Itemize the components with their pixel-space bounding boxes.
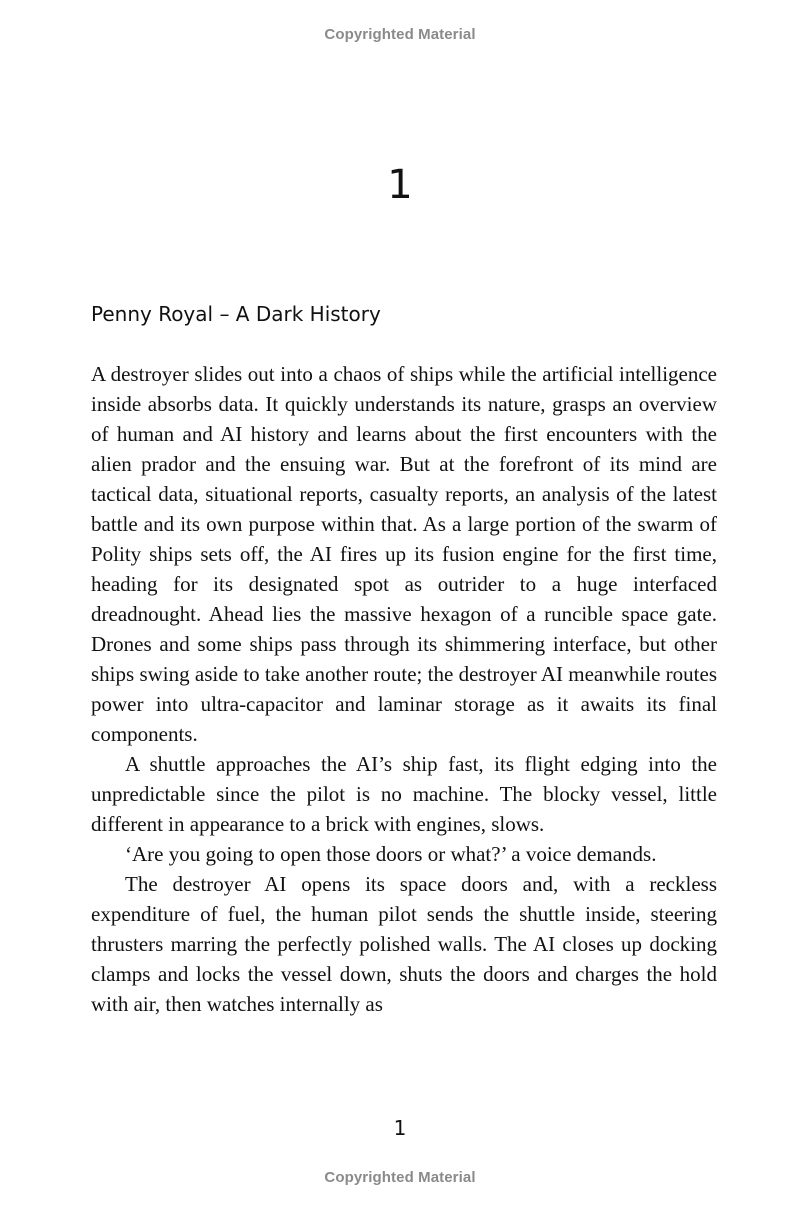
paragraph: A destroyer slides out into a chaos of ships while the artificial intelligence inside absorbs data. It quickly understands its nature, grasps an overview of human and AI history and learns about the first encounters with the alien prador and the ensuing war. But at the forefront of its mind are tactical data, situational reports, casualty reports, an analysis of the latest battle and its own purpose within that. As a large portion of the swarm of Polity ships sets off, the AI fires up its fusion engine for the first time, heading for its designated spot as outrider to a huge interfaced dreadnought. Ahead lies the massive hexagon of a runcible space gate. Drones and some ships pass through its shimmering interface, but other ships swing aside to take another route; the destroyer AI meanwhile routes power into ultra-capacitor and laminar storage as it awaits its final components.	[91, 362, 717, 746]
chapter-body	[91, 359, 717, 1019]
chapter-title: Penny Royal – A Dark History	[91, 302, 381, 326]
paragraph: The destroyer AI opens its space doors and, with a reckless expenditure of fuel, the human pilot sends the shuttle inside, steering thrusters marring the perfectly polished walls. The AI closes up docking clamps and locks the vessel down, shuts the doors and charges the hold with air, then watches internally as	[91, 872, 717, 1016]
chapter-number: 1	[387, 162, 413, 208]
copyright-watermark-bottom: Copyrighted Material	[324, 1169, 476, 1186]
paragraph: ‘Are you going to open those doors or what?’ a voice demands.	[125, 842, 657, 866]
paragraph: A shuttle approaches the AI’s ship fast, its flight edging into the unpredictable since the pilot is no machine. The blocky vessel, little different in appearance to a brick with engines, slows.	[91, 752, 717, 836]
copyright-watermark-top: Copyrighted Material	[324, 26, 476, 43]
page-number: 1	[393, 1116, 407, 1140]
